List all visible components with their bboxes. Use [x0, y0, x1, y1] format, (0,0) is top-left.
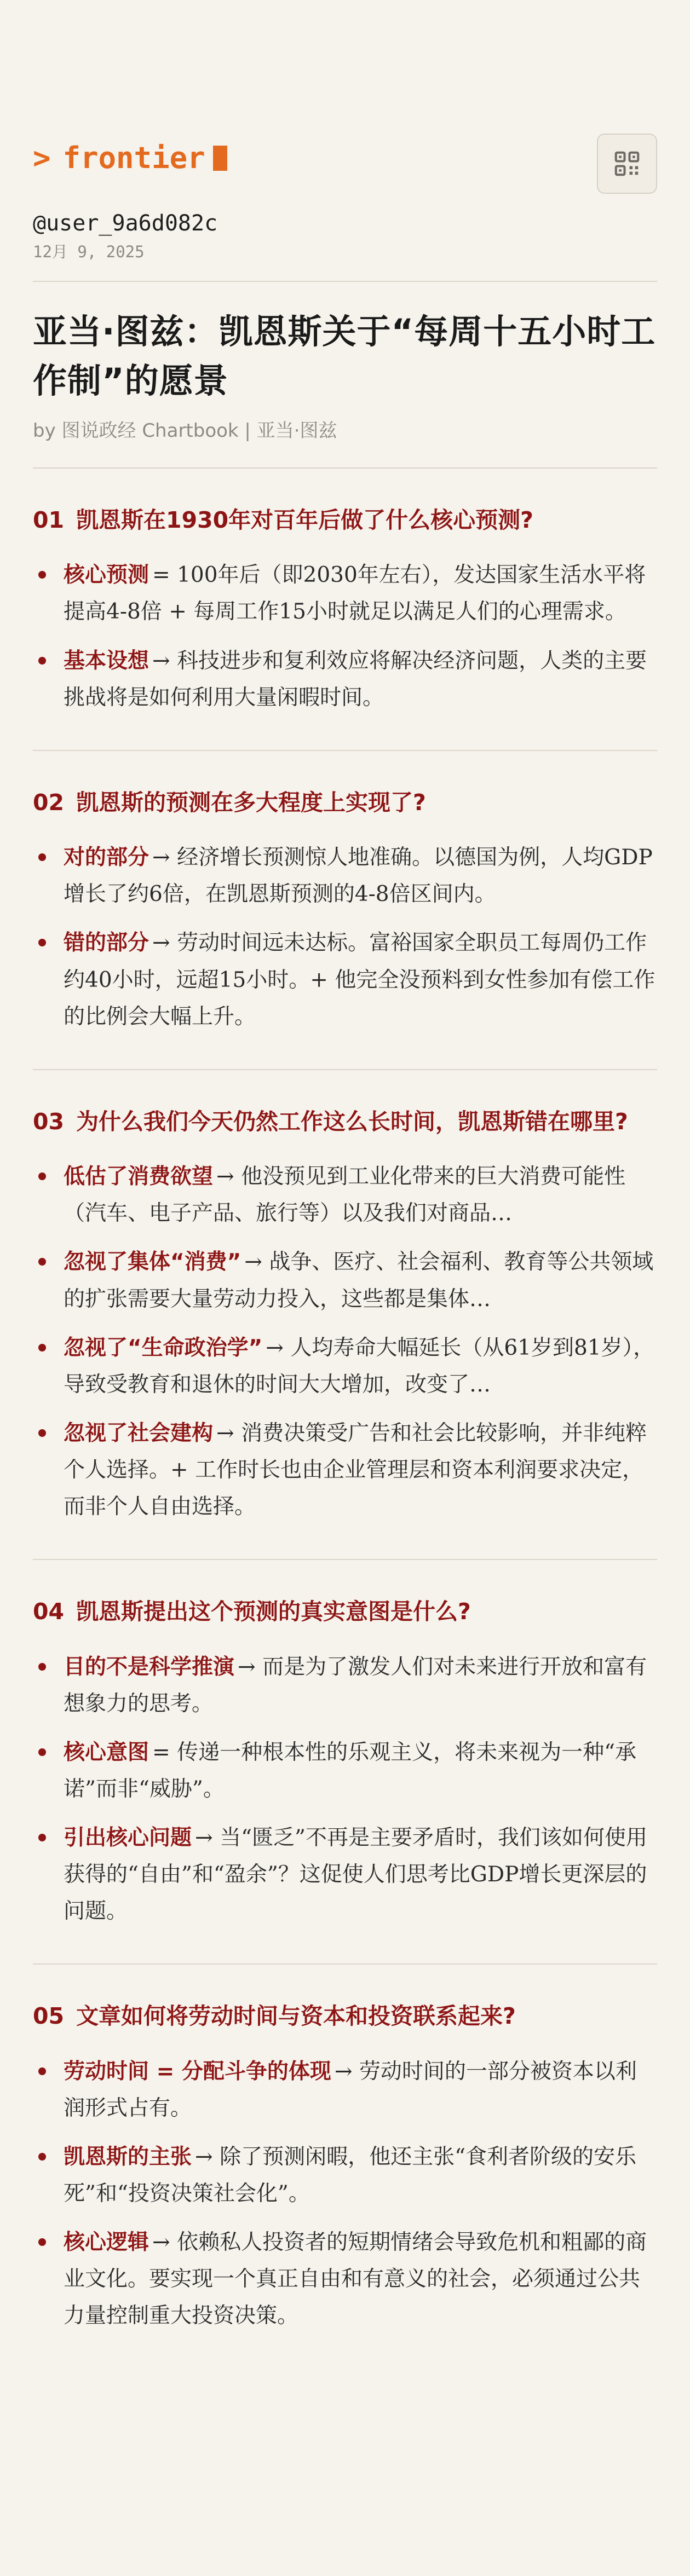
- section-number: 02: [33, 789, 65, 816]
- cursor-block-icon: [213, 146, 227, 171]
- section-question: 为什么我们今天仍然工作这么长时间，凯恩斯错在哪里?: [76, 1108, 628, 1135]
- point-text: → 人均寿命大幅延长（从61岁到81岁），导致受教育和退休的时间大大增加，改变了…: [64, 1335, 655, 1397]
- article-title: 亚当·图兹：凯恩斯关于“每周十五小时工作制”的愿景: [33, 311, 656, 401]
- point-key: 引出核心问题: [64, 1825, 192, 1850]
- point-key: 基本设想: [64, 648, 150, 673]
- qa-section: [33, 1965, 657, 2368]
- list-item: [33, 1820, 657, 1930]
- point-key: 错的部分: [64, 931, 150, 956]
- bullet-dot-icon: [38, 853, 46, 861]
- point-key: 忽视了集体“消费”: [64, 1250, 242, 1275]
- bullet-dot-icon: [38, 2067, 46, 2075]
- point-text: → 依赖私人投资者的短期情绪会导致危机和粗鄙的商业文化。要实现一个真正自由和有意义的社会，必须通过公共力量控制重大投资决策。: [64, 2230, 647, 2329]
- top-bar: [33, 0, 657, 197]
- section-heading: [33, 1104, 657, 1140]
- list-item: [33, 2139, 657, 2212]
- point-text: → 劳动时间的一部分被资本以利润形式占有。: [64, 2059, 637, 2121]
- point-text: → 战争、医疗、社会福利、教育等公共领域的扩张需要大量劳动力投入，这些都是集体…: [64, 1250, 654, 1312]
- point-key: 忽视了社会建构: [64, 1420, 214, 1446]
- point-key: 核心预测: [64, 563, 150, 588]
- byline: by 图说政经 Chartbook | 亚当·图兹: [33, 419, 337, 442]
- point-text: = 100年后（即2030年左右），发达国家生活水平将提高4-8倍 + 每周工作15小时就足以满足人们的心理需求。: [64, 563, 646, 625]
- point-key: 凯恩斯的主张: [64, 2144, 192, 2169]
- section-number: 05: [33, 2003, 65, 2030]
- section-question: 凯恩斯提出这个预测的真实意图是什么?: [76, 1598, 471, 1625]
- section-number: 03: [33, 1108, 65, 1135]
- section-heading: [33, 1999, 657, 2035]
- list-item: [33, 557, 657, 630]
- point-text: → 而是为了激发人们对未来进行开放和富有想象力的思考。: [64, 1654, 647, 1716]
- point-key: 劳动时间 = 分配斗争的体现: [64, 2059, 331, 2084]
- list-item: [33, 1415, 657, 1525]
- qr-code-button[interactable]: [597, 134, 657, 194]
- section-heading: [33, 785, 657, 821]
- section-question: 文章如何将劳动时间与资本和投资联系起来?: [76, 2003, 516, 2030]
- list-item: [33, 1734, 657, 1807]
- section-number: 04: [33, 1598, 65, 1625]
- point-text: → 劳动时间远未达标。富裕国家全职员工每周仍工作约40小时，远超15小时。+ 他完全没预料到女性参加有偿工作的比例会大幅上升。: [64, 931, 656, 1029]
- point-text: → 经济增长预测惊人地准确。以德国为例，人均GDP增长了约6倍，在凯恩斯预测的4-8倍区间内。: [64, 845, 653, 907]
- list-item: [33, 643, 657, 716]
- bullet-dot-icon: [38, 2238, 46, 2246]
- list-item: [33, 1244, 657, 1317]
- point-text: → 科技进步和复利效应将解决经济问题，人类的主要挑战将是如何利用大量闲暇时间。: [64, 648, 647, 710]
- brand-logo[interactable]: [33, 143, 227, 173]
- point-key: 核心逻辑: [64, 2230, 150, 2255]
- list-item: [33, 2053, 657, 2127]
- bullet-dot-icon: [38, 2153, 46, 2161]
- point-key: 对的部分: [64, 845, 150, 870]
- qr-code-icon: [612, 149, 642, 178]
- qa-section: [33, 469, 657, 750]
- list-item: [33, 1330, 657, 1403]
- section-number: 01: [33, 506, 65, 533]
- bullet-dot-icon: [38, 1258, 46, 1266]
- bullet-dot-icon: [38, 939, 46, 946]
- point-body: [64, 1330, 657, 1403]
- bullet-dot-icon: [38, 1834, 46, 1841]
- point-body: [64, 1158, 657, 1232]
- point-key: 低估了消费欲望: [64, 1164, 214, 1189]
- point-list: [33, 839, 657, 1035]
- post-date: 12月 9, 2025: [33, 242, 145, 261]
- bullet-dot-icon: [38, 1748, 46, 1756]
- point-key: 忽视了“生命政治学”: [64, 1335, 263, 1360]
- point-list: [33, 557, 657, 715]
- bullet-dot-icon: [38, 1173, 46, 1180]
- point-key: 目的不是科学推演: [64, 1654, 235, 1679]
- bullet-dot-icon: [38, 1429, 46, 1437]
- list-item: [33, 925, 657, 1035]
- bullet-dot-icon: [38, 1344, 46, 1351]
- bullet-dot-icon: [38, 657, 46, 665]
- point-key: 核心意图: [64, 1740, 150, 1765]
- brand-name: frontier: [62, 141, 205, 175]
- section-heading: [33, 1594, 657, 1630]
- author-handle[interactable]: @user_9a6d082c: [33, 211, 218, 236]
- point-list: [33, 2053, 657, 2335]
- list-item: [33, 1158, 657, 1232]
- bullet-dot-icon: [38, 1663, 46, 1671]
- point-text: = 传递一种根本性的乐观主义，将未来视为一种“承诺”而非“威胁”。: [64, 1740, 637, 1801]
- list-item: [33, 839, 657, 912]
- section-question: 凯恩斯在1930年对百年后做了什么核心预测?: [76, 506, 533, 533]
- section-question: 凯恩斯的预测在多大程度上实现了?: [76, 789, 426, 816]
- bullet-dot-icon: [38, 571, 46, 579]
- list-item: [33, 1649, 657, 1722]
- section-heading: [33, 503, 657, 539]
- point-text: → 当“匮乏”不再是主要矛盾时，我们该如何使用获得的“自由”和“盈余”？这促使人们思考比GDP增长更深层的问题。: [64, 1825, 647, 1924]
- point-text: → 消费决策受广告和社会比较影响，并非纯粹个人选择。+ 工作时长也由企业管理层和资本利润要求决定，而非个人自由选择。: [64, 1420, 647, 1519]
- point-body: [64, 1244, 657, 1317]
- divider: [33, 281, 657, 282]
- prompt-glyph: >: [33, 141, 51, 175]
- qa-section: [33, 1560, 657, 1963]
- point-list: [33, 1649, 657, 1930]
- list-item: [33, 2224, 657, 2334]
- point-list: [33, 1158, 657, 1525]
- article-page: [33, 0, 657, 2368]
- qa-section: [33, 751, 657, 1069]
- qa-section: [33, 1070, 657, 1559]
- point-text: → 他没预见到工业化带来的巨大消费可能性（汽车、电子产品、旅行等）以及我们对商品…: [64, 1164, 626, 1226]
- point-text: → 除了预测闲暇，他还主张“食利者阶级的安乐死”和“投资决策社会化”。: [64, 2144, 637, 2206]
